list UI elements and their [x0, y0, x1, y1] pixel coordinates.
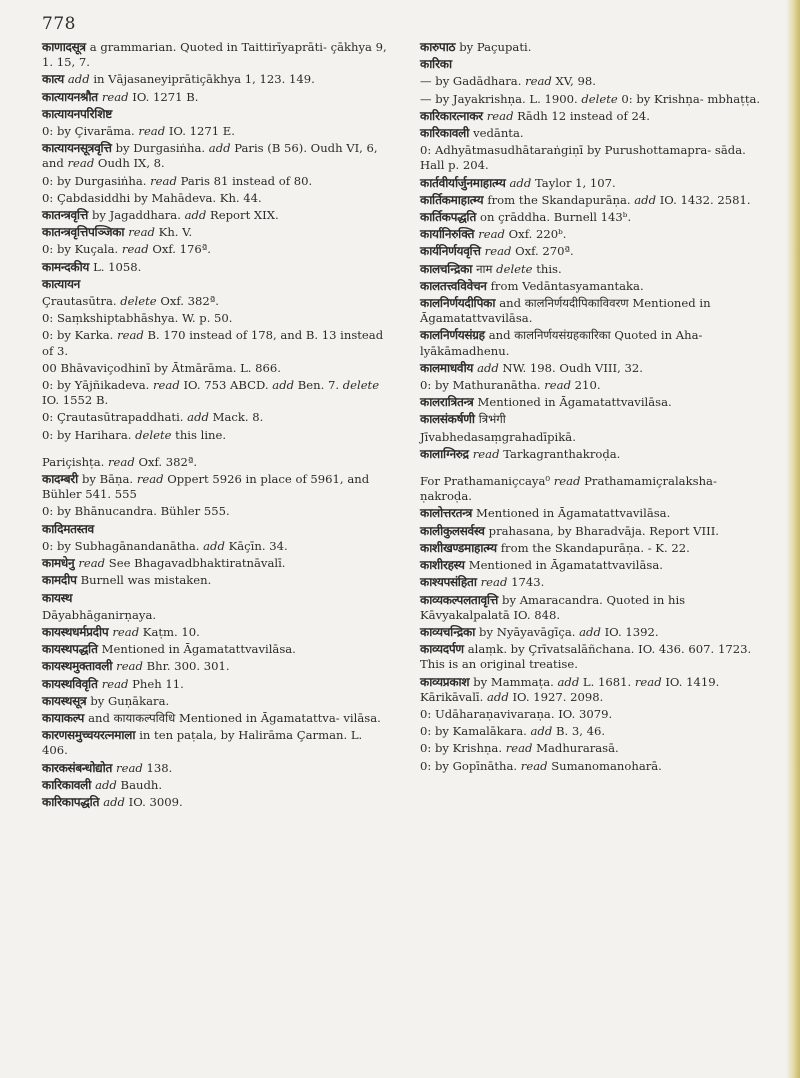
entry-text: and [88, 710, 114, 725]
editorial-instruction: read [525, 74, 552, 89]
entry-text: by Mammaṭa. [473, 674, 558, 689]
entry-text: ṇakroḍa. [420, 489, 472, 504]
editorial-instruction: read [116, 760, 143, 775]
entry-text: See Bhagavadbhaktiratnāvalī. [105, 556, 286, 571]
dictionary-entry [420, 642, 765, 672]
entry-headword: कात्यायन [42, 276, 80, 291]
entry-headword: कायस्थपद्धति [42, 642, 98, 657]
entry-text: prahasana, by Bharadvāja. Report VIII. [488, 523, 719, 538]
entry-text: from the Skandapurāṇa. - K. 22. [500, 540, 690, 555]
dictionary-entry [42, 539, 387, 554]
dictionary-entry [42, 677, 387, 692]
dictionary-entry [420, 262, 765, 277]
entry-headword: कार्यानिरुक्ति [420, 227, 475, 242]
entry-headword: कार्यनिर्णयवृत्ति [420, 244, 481, 259]
entry-text: IO. 1552 B. [42, 393, 109, 408]
entry-text: Prathamamiçralaksha- [580, 474, 717, 489]
entry-headword: कात्यायनश्रौत [42, 89, 98, 104]
entry-text: 0: by Mathuranātha. [420, 378, 545, 393]
dictionary-entry [420, 412, 765, 427]
dictionary-entry [42, 428, 387, 443]
entry-headword: कार्तिकमाहात्म्य [420, 192, 484, 207]
entry-headword: कारुपाठ [420, 40, 456, 54]
entry-headword: काशीखण्डमाहात्म्य [420, 540, 497, 555]
entry-text: by Guṇākara. [90, 693, 170, 708]
entry-text: 0: Çabdasiddhi by Mahādeva. Kh. 44. [42, 190, 262, 205]
entry-text: Quoted in Aha- [614, 328, 703, 343]
entry-headword: कार्तिकपद्धति [420, 210, 477, 225]
entry-headword: कायस्थ [42, 590, 73, 605]
entry-headword: कात्यायनपरिशिष्ट [42, 106, 112, 121]
dictionary-entry [420, 575, 765, 590]
entry-text: Oxf. 220ᵇ. [504, 227, 567, 242]
entry-text: Jīvabhedasaṃgrahadīpikā. [420, 429, 576, 444]
editorial-instruction: read [480, 575, 508, 590]
dictionary-entry [42, 311, 387, 326]
dictionary-entry [42, 361, 387, 376]
entry-text: VI, 6, and [42, 141, 378, 171]
entry-text: Oxf. 270ª. [511, 244, 574, 259]
page-number: 778 [42, 14, 76, 34]
editorial-instruction: delete [342, 378, 380, 393]
entry-text: vilāsa. [343, 710, 381, 725]
editorial-instruction: add [579, 624, 601, 639]
dictionary-entry [42, 40, 387, 70]
entry-text: NW. 198. Oudh VIII, 32. [498, 360, 643, 375]
entry-text: Mentioned in Āgamatattvavilāsa. [101, 642, 296, 657]
editorial-instruction: delete [120, 294, 157, 309]
right-column [420, 40, 765, 776]
dictionary-entry [42, 294, 387, 309]
entry-text: by Nyāyavāgīça. [479, 624, 580, 639]
dictionary-entry [420, 40, 765, 55]
dictionary-entry [420, 296, 765, 326]
entry-text: 0: by Kamalākara. [420, 724, 531, 739]
dictionary-entry [42, 694, 387, 709]
dictionary-entry [42, 608, 387, 623]
entry-text: Tarkagranthakroḍa. [499, 446, 621, 461]
editorial-instruction: add [530, 724, 553, 739]
entry-text: Paris 81 instead of 80. [176, 173, 313, 188]
editorial-instruction: read [121, 242, 149, 257]
editorial-instruction: add [67, 72, 90, 87]
dictionary-entry [420, 593, 765, 623]
entry-text: Report XIX. [206, 208, 279, 223]
entry-text: 0: Udāharaṇavivaraṇa. IO. 3079. [420, 706, 613, 721]
entry-text: 00 Bhāvaviçodhinī by Ātmārāma. L. 866. [42, 360, 281, 375]
entry-text: from the Skandapurāṇa. [487, 192, 635, 207]
editorial-instruction: read [553, 474, 581, 489]
entry-text: Mentioned in Āgamatattvavilāsa. [468, 558, 663, 573]
entry-text: from Vedāntasyamantaka. [490, 278, 644, 293]
dictionary-entry [42, 328, 387, 358]
entry-text: by Durgasiṅha. [115, 141, 209, 156]
editorial-instruction: delete [135, 427, 172, 442]
entry-text: 2581. [717, 192, 751, 207]
entry-text: 0: by Çivarāma. [42, 124, 139, 139]
editorial-instruction: add [509, 175, 532, 190]
editorial-instruction: read [112, 624, 140, 639]
editorial-instruction: read [486, 108, 514, 123]
entry-text: Kārikāvalī. [420, 689, 488, 704]
entry-text: this. [532, 261, 562, 276]
entry-text: Mentioned in [632, 296, 711, 311]
dictionary-entry [42, 455, 387, 470]
entry-text: 0: Adhyātmasudhātaraṅgiṇī by Purushottamapra- [420, 143, 712, 158]
entry-text: 0: by Krishṇa- [617, 91, 704, 106]
entry-text: Madhurarasā. [532, 741, 619, 756]
dictionary-entry [420, 447, 765, 462]
editorial-instruction: read [101, 676, 129, 691]
entry-headword: कात्यायनसूत्रवृत्ति [42, 141, 112, 156]
dictionary-entry [420, 541, 765, 556]
editorial-instruction: add [634, 192, 657, 207]
entry-text: by Amaracandra. Quoted in his [502, 592, 686, 607]
entry-headword: कायस्थसूत्र [42, 693, 87, 708]
editorial-instruction: read [116, 659, 143, 674]
dictionary-entry [42, 225, 387, 240]
entry-headword: कालाग्निरुद्र [420, 446, 469, 461]
entry-headword: कारिकावली [42, 777, 92, 792]
editorial-instruction: delete [496, 261, 533, 276]
editorial-instruction: read [544, 378, 571, 393]
editorial-instruction: add [187, 410, 209, 425]
editorial-instruction: add [203, 538, 225, 553]
entry-text: Baudh. [116, 777, 163, 792]
entry-headword: कादिमतस्तव [42, 521, 94, 536]
entry-headword: कालरात्रितन्त्र [420, 395, 474, 410]
entry-text: 0: by Subhagānandanātha. [42, 538, 204, 553]
dictionary-entry [42, 591, 387, 606]
entry-text: कालनिर्णयसंग्रहकारिका [514, 328, 615, 343]
editorial-instruction: read [128, 225, 155, 240]
entry-text: Rādh 12 instead of 24. [513, 108, 650, 123]
entry-text: in Vājasaneyiprātiçākhya 1, 123. 149. [89, 72, 315, 87]
editorial-instruction: read [138, 124, 166, 139]
dictionary-entry [42, 124, 387, 139]
dictionary-entry [420, 474, 765, 504]
entry-headword: कायस्थधर्मप्रदीप [42, 624, 109, 639]
editorial-instruction: read [484, 244, 512, 259]
entry-headword: कादम्बरी [42, 472, 78, 487]
entry-headword: कायस्थमुक्तावली [42, 659, 113, 674]
dictionary-entry [42, 242, 387, 257]
entry-headword: कालतत्त्वविवेचन [420, 278, 487, 293]
dictionary-entry [42, 504, 387, 519]
entry-text: by Jagaddhara. [91, 208, 185, 223]
entry-headword: कामधेनु [42, 556, 75, 571]
dictionary-entry [420, 109, 765, 124]
dictionary-entry [42, 642, 387, 657]
entry-headword: काव्यकल्पलतावृत्ति [420, 592, 499, 607]
entry-text: Burnell was mistaken. [80, 573, 212, 588]
entry-text: IO. 3009. [124, 794, 183, 809]
entry-text: XV, 98. [551, 74, 596, 89]
entry-text: Oppert 5926 in place of 5961, [163, 472, 344, 487]
entry-headword: काणादसूत्र [42, 40, 86, 54]
dictionary-entry [420, 176, 765, 191]
dictionary-entry [42, 72, 387, 87]
entry-text: 0: by Karka. [42, 328, 118, 343]
entry-text: IO. 753 ABCD. [179, 378, 273, 393]
dictionary-entry [420, 395, 765, 410]
dictionary-entry [420, 741, 765, 756]
entry-headword: कार्तवीर्यार्जुनमाहात्म्य [420, 175, 506, 190]
editorial-instruction: read [108, 454, 135, 469]
entry-text: in ten paṭala, by Halirāma Çarman. [139, 728, 348, 743]
editorial-instruction: read [472, 446, 500, 461]
entry-headword: कात्य [42, 72, 64, 87]
entry-text: — by Gadādhara. [420, 74, 526, 89]
dictionary-entry [42, 277, 387, 292]
entry-text: 138. [142, 760, 173, 775]
dictionary-entry [42, 472, 387, 502]
editorial-instruction: add [557, 674, 580, 689]
entry-text: Ben. 7. [297, 378, 343, 393]
dictionary-entry [420, 430, 765, 445]
entry-text: and Bühler 541. 555 [42, 472, 370, 502]
entry-text: Mack. 8. [208, 410, 264, 425]
entry-headword: कातन्त्रवृत्ति [42, 208, 88, 223]
entry-text: Dāyabhāganirṇaya. [42, 607, 157, 622]
entry-text: Oxf. 176ª. [148, 242, 211, 257]
dictionary-entry [420, 210, 765, 225]
entry-text: Bhr. 300. 301. [142, 659, 230, 674]
entry-headword: कारिकारत्नाकर [420, 108, 483, 123]
entry-text: sāda. Hall p. 204. [420, 143, 746, 173]
dictionary-entry [42, 378, 387, 408]
dictionary-entry [420, 707, 765, 722]
entry-text: IO. 1271 B. [128, 89, 199, 104]
entry-text: Kaṭm. 10. [139, 624, 200, 639]
editorial-instruction: add [487, 689, 509, 704]
entry-text: L. 1058. [93, 259, 142, 274]
editorial-instruction: add [477, 360, 499, 375]
entry-text: 1743. [507, 575, 545, 590]
dictionary-entry [42, 90, 387, 105]
entry-text: 0: by Harihara. [42, 427, 136, 442]
dictionary-entry [420, 361, 765, 376]
entry-text: mbhaṭṭa. [707, 91, 761, 106]
editorial-instruction: read [153, 378, 180, 393]
dictionary-entry [420, 92, 765, 107]
entry-text: on çrāddha. Burnell 143ᵇ. [480, 210, 632, 225]
entry-text: this line. [171, 427, 227, 442]
editorial-instruction: read [150, 173, 177, 188]
editorial-instruction: add [103, 794, 125, 809]
entry-text: vedānta. [473, 126, 524, 141]
entry-text: Oxf. 382ª. [134, 454, 198, 469]
entry-headword: कालनिर्णयदीपिका [420, 296, 496, 311]
entry-headword: कारिका [420, 57, 452, 72]
entry-headword: कालचन्द्रिका [420, 261, 473, 276]
entry-text: IO. 1927. 2098. [508, 689, 604, 704]
entry-text: IO. 1419. [661, 674, 720, 689]
dictionary-entry [42, 728, 387, 758]
entry-headword: कारकसंबन्धोद्योत [42, 760, 113, 775]
entry-headword: काव्यचन्द्रिका [420, 624, 476, 639]
dictionary-entry [420, 328, 765, 358]
dictionary-entry [42, 778, 387, 793]
editorial-instruction: read [117, 328, 144, 343]
editorial-instruction: delete [581, 91, 618, 106]
dictionary-entry [42, 260, 387, 275]
entry-text: 0: by Yājñikadeva. [42, 378, 154, 393]
entry-text: For Prathamaniçcaya⁰ [420, 474, 554, 489]
dictionary-entry [42, 174, 387, 189]
dictionary-entry [420, 244, 765, 259]
entry-text: Kāçīn. 34. [224, 538, 288, 553]
editorial-instruction: read [101, 89, 129, 104]
dictionary-entry [42, 556, 387, 571]
entry-text: B. 13 instead of 3. [42, 328, 384, 358]
dictionary-entry [42, 208, 387, 223]
entry-text: Taylor 1, 107. [531, 175, 616, 190]
dictionary-entry [42, 625, 387, 640]
entry-text: B. 3, 46. [552, 724, 606, 739]
entry-headword: कालनिर्णयसंग्रह [420, 328, 485, 343]
entry-headword: कामदीप [42, 573, 77, 588]
dictionary-entry [420, 143, 765, 173]
entry-text: Kāvyakalpalatā IO. 848. [420, 607, 561, 622]
entry-text: çākhya 9, 1. 15, 7. [42, 40, 387, 70]
entry-text: 0: Çrautasūtrapaddhati. [42, 410, 188, 425]
entry-text: by Paçupati. [459, 40, 532, 54]
entry-text: नाम [476, 261, 497, 276]
dictionary-entry [420, 625, 765, 640]
entry-text: by Bāṇa. [81, 472, 137, 487]
dictionary-entry [42, 522, 387, 537]
left-column [42, 40, 387, 812]
dictionary-entry [420, 378, 765, 393]
editorial-instruction: add [184, 208, 207, 223]
entry-text: कायाकल्पविधि [113, 710, 179, 725]
entry-text: Kh. V. [154, 225, 193, 240]
entry-text: Oxf. 382ª. [156, 294, 219, 309]
dictionary-entry [420, 506, 765, 521]
entry-text: B. 170 instead of 178, and [143, 328, 303, 343]
editorial-instruction: read [478, 227, 505, 242]
entry-text: Pheh 11. [128, 676, 184, 691]
entry-headword: कातन्त्रवृत्तिपञ्जिका [42, 225, 125, 240]
page-edge-shading [786, 0, 800, 1078]
entry-text: a grammarian. Quoted in Taittirīyaprāti- [89, 40, 327, 54]
dictionary-entry [42, 761, 387, 776]
entry-headword: कारिकावली [420, 126, 470, 141]
editorial-instruction: read [505, 741, 533, 756]
dictionary-entry [420, 558, 765, 573]
dictionary-entry [420, 227, 765, 242]
dictionary-entry [420, 279, 765, 294]
entry-headword: कामन्दकीय [42, 259, 90, 274]
entry-text: 0: by Gopīnātha. [420, 758, 521, 773]
dictionary-entry [42, 573, 387, 588]
entry-text: Oudh IX, 8. [94, 156, 165, 171]
entry-text: 0: by Bhānucandra. Bühler 555. [42, 504, 230, 519]
entry-text: IO. 1432. [656, 192, 714, 207]
dictionary-entry [42, 659, 387, 674]
editorial-instruction: read [634, 674, 662, 689]
dictionary-entry [42, 795, 387, 810]
entry-headword: कालसंकर्षणी [420, 412, 475, 427]
dictionary-entry [420, 724, 765, 739]
entry-text: IO. 1392. [600, 624, 659, 639]
entry-text: 0: Saṃkshiptabhāshya. W. p. 50. [42, 311, 233, 326]
entry-headword: काश्यपसंहिता [420, 575, 477, 590]
entry-text: 0: by Kuçala. [42, 242, 122, 257]
editorial-instruction: read [136, 472, 164, 487]
entry-text: and [488, 328, 515, 343]
entry-headword: कारिकापद्धति [42, 794, 100, 809]
editorial-instruction: add [95, 777, 117, 792]
entry-text: L. 406. [42, 728, 363, 758]
dictionary-entry [420, 57, 765, 72]
dictionary-entry [42, 107, 387, 122]
dictionary-entry [420, 74, 765, 89]
entry-headword: काशीरहस्य [420, 558, 465, 573]
dictionary-entry [42, 141, 387, 171]
dictionary-entry [42, 191, 387, 206]
entry-headword: काव्यप्रकाश [420, 674, 470, 689]
dictionary-entry [420, 193, 765, 208]
editorial-instruction: add [208, 141, 231, 156]
entry-text: — by Jayakrishṇa. L. 1900. [420, 91, 582, 106]
editorial-instruction: read [67, 156, 95, 171]
entry-text: Mentioned in Āgamatattvavilāsa. [476, 506, 671, 521]
dictionary-entry [420, 524, 765, 539]
entry-text: 1723. This is an original treatise. [420, 642, 752, 672]
dictionary-entry [420, 759, 765, 774]
entry-text: 210. [571, 378, 601, 393]
entry-text: 0: by Krishṇa. [420, 741, 506, 756]
entry-text: Āgamatattvavilāsa. [420, 311, 533, 326]
entry-text: Çrautasūtra. [42, 294, 121, 309]
entry-headword: कारणसमुच्चयरत्नमाला [42, 728, 136, 743]
editorial-instruction: add [272, 378, 295, 393]
dictionary-entry [42, 711, 387, 726]
entry-text: Mentioned in Āgamatattvavilāsa. [477, 395, 672, 410]
entry-text: IO. 1271 E. [165, 124, 235, 139]
entry-text: Pariçishṭa. [42, 454, 109, 469]
entry-headword: कालीकुलसर्वस्व [420, 523, 485, 538]
entry-text: त्रिभंगी [478, 412, 506, 427]
dictionary-entry [420, 126, 765, 141]
entry-text: L. 1681. [579, 674, 635, 689]
entry-text: alaṃk. by Çrīvatsalāñchana. IO. 436. 607. [467, 642, 715, 657]
entry-headword: कायस्थविवृति [42, 676, 98, 691]
entry-text: 0: by Durgasiṅha. [42, 173, 151, 188]
editorial-instruction: read [78, 556, 106, 571]
entry-headword: कालमाधवीय [420, 360, 474, 375]
dictionary-entry [420, 675, 765, 705]
entry-headword: काव्यदर्पण [420, 642, 464, 657]
entry-text: and [499, 296, 525, 311]
entry-headword: कालोत्तरतन्त्र [420, 506, 473, 521]
editorial-instruction: read [520, 758, 548, 773]
dictionary-entry [42, 410, 387, 425]
entry-text: Sumanomanoharā. [547, 758, 662, 773]
entry-text: Paris (B 56). Oudh [230, 141, 343, 156]
entry-text: lyākāmadhenu. [420, 343, 510, 358]
entry-text: Mentioned in Āgamatattva- [178, 710, 340, 725]
entry-headword: कायाकल्प [42, 710, 85, 725]
entry-text: कालनिर्णयदीपिकाविवरण [524, 296, 633, 311]
